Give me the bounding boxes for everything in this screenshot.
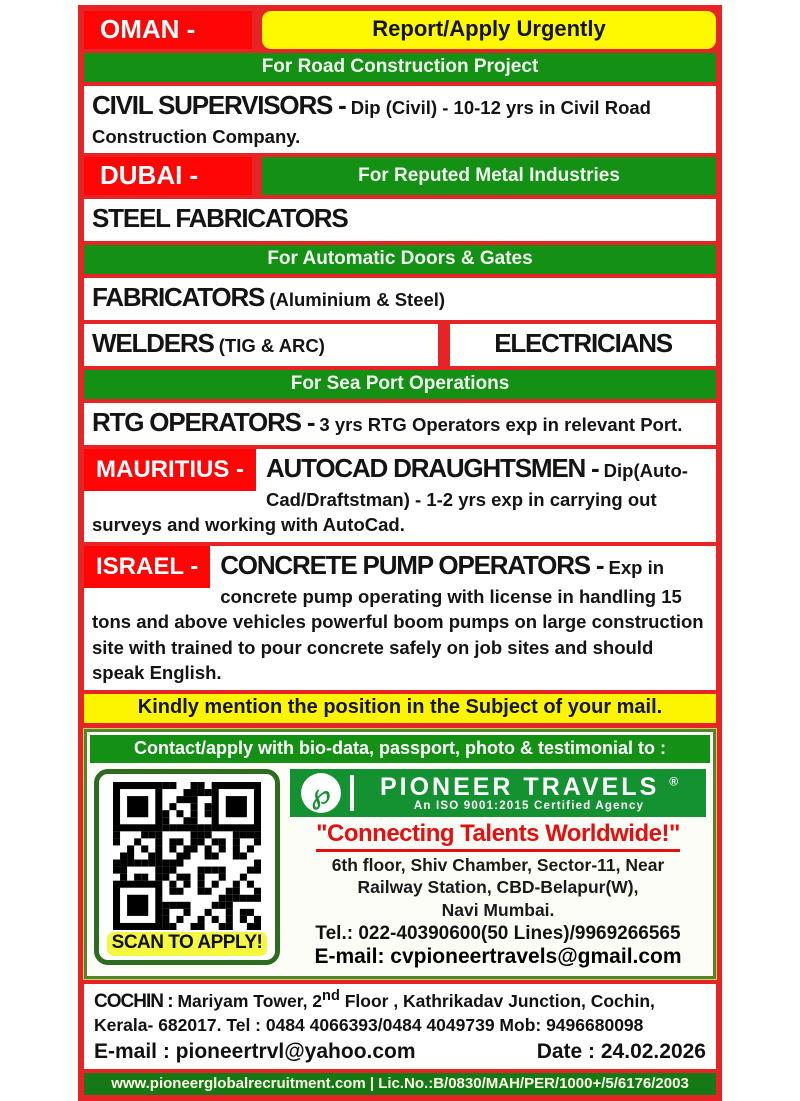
contact-card (84, 729, 716, 979)
cochin-label: COCHIN : (94, 990, 173, 1012)
cochin-email: E-mail : pioneertrvl@yahoo.com (94, 1040, 416, 1064)
address-line-2: Railway Station, CBD-Belapur(W), (357, 877, 639, 898)
job-sub: (Aluminium & Steel) (269, 289, 446, 311)
job-title: CONCRETE PUMP OPERATORS - (220, 549, 604, 580)
ordinal-suffix: nd (322, 987, 340, 1004)
address-line-1: 6th floor, Shiv Chamber, Sector-11, Near (331, 854, 665, 875)
oman-header-row (84, 11, 716, 49)
urgent-banner: Report/Apply Urgently (262, 11, 716, 49)
agency-slogan: "Connecting Talents Worldwide!" (316, 820, 680, 852)
contact-body (90, 767, 710, 973)
registered-mark: ® (669, 774, 679, 789)
job-sub: (TIG & ARC) (218, 335, 325, 357)
cochin-card (84, 984, 716, 1070)
country-label-oman: OMAN - (84, 11, 252, 49)
country-label-mauritius: MAURITIUS - (84, 449, 256, 491)
job-box-fabricators (84, 278, 716, 320)
cochin-address: Mariyam Tower, 2nd Floor , Kathrikadav Junction, Cochin, Kerala- 682017. Tel : 0484 4066393/0484 4049739 Mob: 9496680098 (94, 987, 655, 1036)
agency-column (290, 769, 706, 969)
job-box-welders (84, 324, 438, 366)
email-line: E-mail: cvpioneertravels@gmail.com (314, 944, 682, 968)
agency-name: PIONEER TRAVELS ® (379, 772, 679, 801)
scan-to-apply-badge: SCAN TO APPLY! (107, 932, 267, 956)
agency-banner (290, 769, 706, 817)
footer-bar: www.pioneerglobalrecruitment.com | Lic.No.:B/0830/MAH/PER/1000+/5/6176/2003 (84, 1073, 716, 1095)
job-box-autocad-draughtsmen (84, 449, 716, 542)
country-label-dubai: DUBAI - (84, 157, 252, 195)
job-title: STEEL FABRICATORS (92, 203, 348, 234)
job-title: FABRICATORS (92, 282, 265, 313)
jobs-row-welders-electricians (84, 324, 716, 366)
notice-banner: Kindly mention the position in the Subject of your mail. (84, 694, 716, 723)
sector-bar-doors-gates: For Automatic Doors & Gates (84, 245, 716, 274)
job-box-electricians (450, 324, 716, 366)
sector-bar-metal-industries: For Reputed Metal Industries (262, 157, 716, 195)
agency-logo-icon (300, 772, 342, 814)
country-label-israel: ISRAEL - (84, 546, 210, 588)
job-desc: Exp in concrete pump operating with license in handling 15 tons and above vehicles powerful boom pumps on large construction site with trained to pour concrete safely on job sites and should speak English. (92, 556, 704, 684)
qr-code (107, 782, 267, 930)
cochin-date: Date : 24.02.2026 (536, 1040, 706, 1064)
job-desc: Dip (Civil) - 10-12 yrs in Civil Road Construction Company. (92, 97, 651, 147)
dubai-header-row (84, 157, 716, 195)
tel-line: Tel.: 022-40390600(50 Lines)/9969266565 (315, 922, 681, 944)
job-title: CIVIL SUPERVISORS - (92, 90, 346, 120)
logo-separator (350, 775, 354, 811)
recruitment-poster (78, 5, 722, 1101)
address-line-3: Navi Mumbai. (441, 899, 555, 920)
svg-text:℘: ℘ (311, 778, 331, 811)
job-title: AUTOCAD DRAUGHTSMEN - (265, 452, 599, 483)
job-title: WELDERS (92, 328, 214, 359)
agency-tagline: An ISO 9001:2015 Certified Agency (413, 799, 645, 812)
contact-header: Contact/apply with bio-data, passport, photo & testimonial to : (90, 735, 710, 763)
sector-bar-road-construction: For Road Construction Project (84, 53, 716, 82)
cochin-email-date-row (94, 1038, 706, 1065)
job-box-civil-supervisors (84, 86, 716, 153)
job-title: RTG OPERATORS - (92, 407, 315, 438)
job-title: ELECTRICIANS (494, 328, 672, 359)
sector-bar-sea-port: For Sea Port Operations (84, 370, 716, 399)
job-box-concrete-pump-operators (84, 546, 716, 690)
job-desc: Dip(Auto-Cad/Draftstman) - 1-2 yrs exp in carrying out surveys and working with AutoCad. (92, 459, 688, 536)
job-box-rtg-operators (84, 403, 716, 445)
qr-panel (94, 769, 280, 965)
job-box-steel-fabricators (84, 199, 716, 241)
agency-text (362, 774, 696, 812)
job-desc: 3 yrs RTG Operators exp in relevant Port. (319, 414, 683, 436)
